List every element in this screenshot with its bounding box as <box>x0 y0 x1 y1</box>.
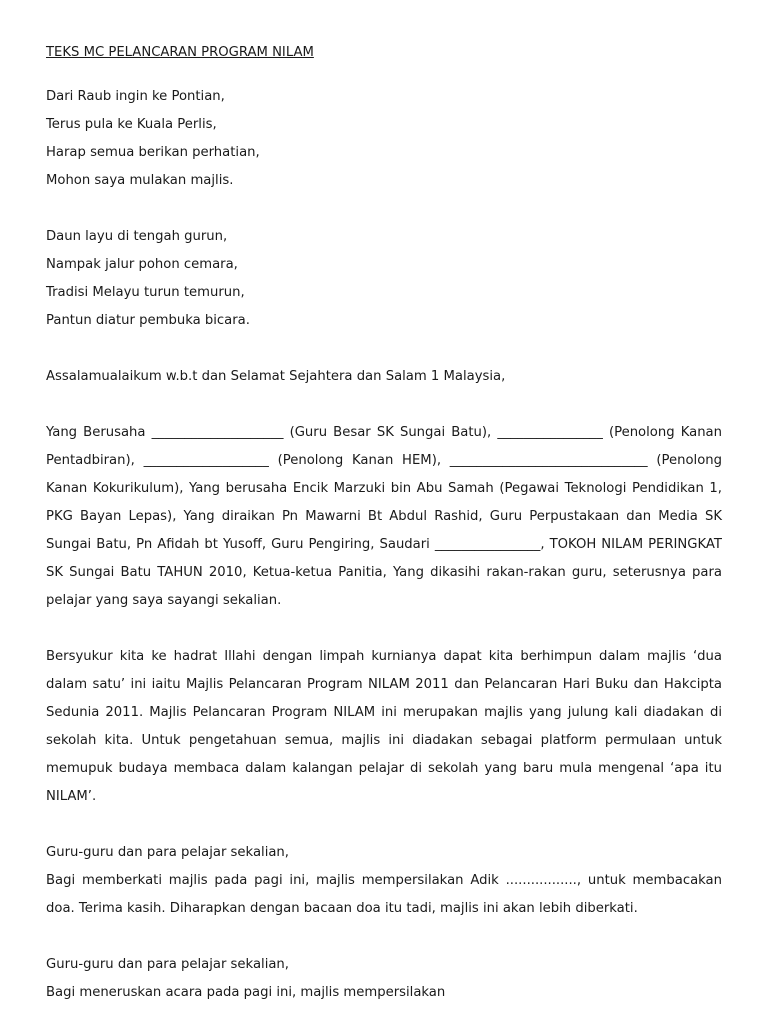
pantun-line: Mohon saya mulakan majlis. <box>46 173 234 188</box>
pantun-line: Terus pula ke Kuala Perlis, <box>46 117 217 132</box>
greeting: Assalamualaikum w.b.t dan Selamat Sejahtera dan Salam 1 Malaysia, <box>46 369 506 384</box>
pantun-opening <box>46 83 722 195</box>
salutation: Guru-guru dan para pelajar sekalian, <box>46 957 289 972</box>
pantun-line: Pantun diatur pembuka bicara. <box>46 313 250 328</box>
bersyukur-paragraph: Bersyukur kita ke hadrat Illahi dengan limpah kurnianya dapat kita berhimpun dalam majlis ‘dua dalam satu’ ini iaitu Majlis Pelancaran Program NILAM 2011 dan Pelancaran Hari Buku dan Hakcipta Sedunia 2011. Majlis Pelancaran Program NILAM ini merupakan majlis yang julung kali diadakan di sekolah kita. Untuk pengetahuan semua, majlis ini diadakan sebagai platform permulaan untuk memupuk budaya membaca dalam kalangan pelajar di sekolah yang baru mula mengenal ‘apa itu NILAM’. <box>46 649 722 804</box>
pantun-second <box>46 223 722 335</box>
pantun-line: Dari Raub ingin ke Pontian, <box>46 89 225 104</box>
document-title: TEKS MC PELANCARAN PROGRAM NILAM <box>46 45 314 60</box>
pantun-line: Nampak jalur pohon cemara, <box>46 257 238 272</box>
pantun-line: Daun layu di tengah gurun, <box>46 229 228 244</box>
address-paragraph: Yang Berusaha ____________________ (Guru Besar SK Sungai Batu), ________________ (Penolong Kanan Pentadbiran), ___________________ (Penolong Kanan HEM), ______________________________ (Penolong Kanan Kokurikulum), Yang berusaha Encik Marzuki bin Abu Samah (Pegawai Teknologi Pendidikan 1, PKG Bayan Lepas), Yang diraikan Pn Mawarni Bt Abdul Rashid, Guru Perpustakaan dan Media SK Sungai Batu, Pn Afidah bt Yusoff, Guru Pengiring, Saudari ________________, TOKOH NILAM PERINGKAT SK Sungai Batu TAHUN 2010, Ketua-ketua Panitia, Yang dikasihi rakan-rakan guru, seterusnya para pelajar yang saya sayangi sekalian. <box>46 425 722 608</box>
salutation: Guru-guru dan para pelajar sekalian, <box>46 845 289 860</box>
pantun-line: Harap semua berikan perhatian, <box>46 145 260 160</box>
document-page <box>46 44 722 1007</box>
doa-paragraph: Bagi memberkati majlis pada pagi ini, majlis mempersilakan Adik ................., untuk membacakan doa. Terima kasih. Diharapkan dengan bacaan doa itu tadi, majlis ini akan lebih diberkati. <box>46 873 722 916</box>
meneruskan-paragraph: Bagi meneruskan acara pada pagi ini, majlis mempersilakan <box>46 985 446 1000</box>
pantun-line: Tradisi Melayu turun temurun, <box>46 285 245 300</box>
